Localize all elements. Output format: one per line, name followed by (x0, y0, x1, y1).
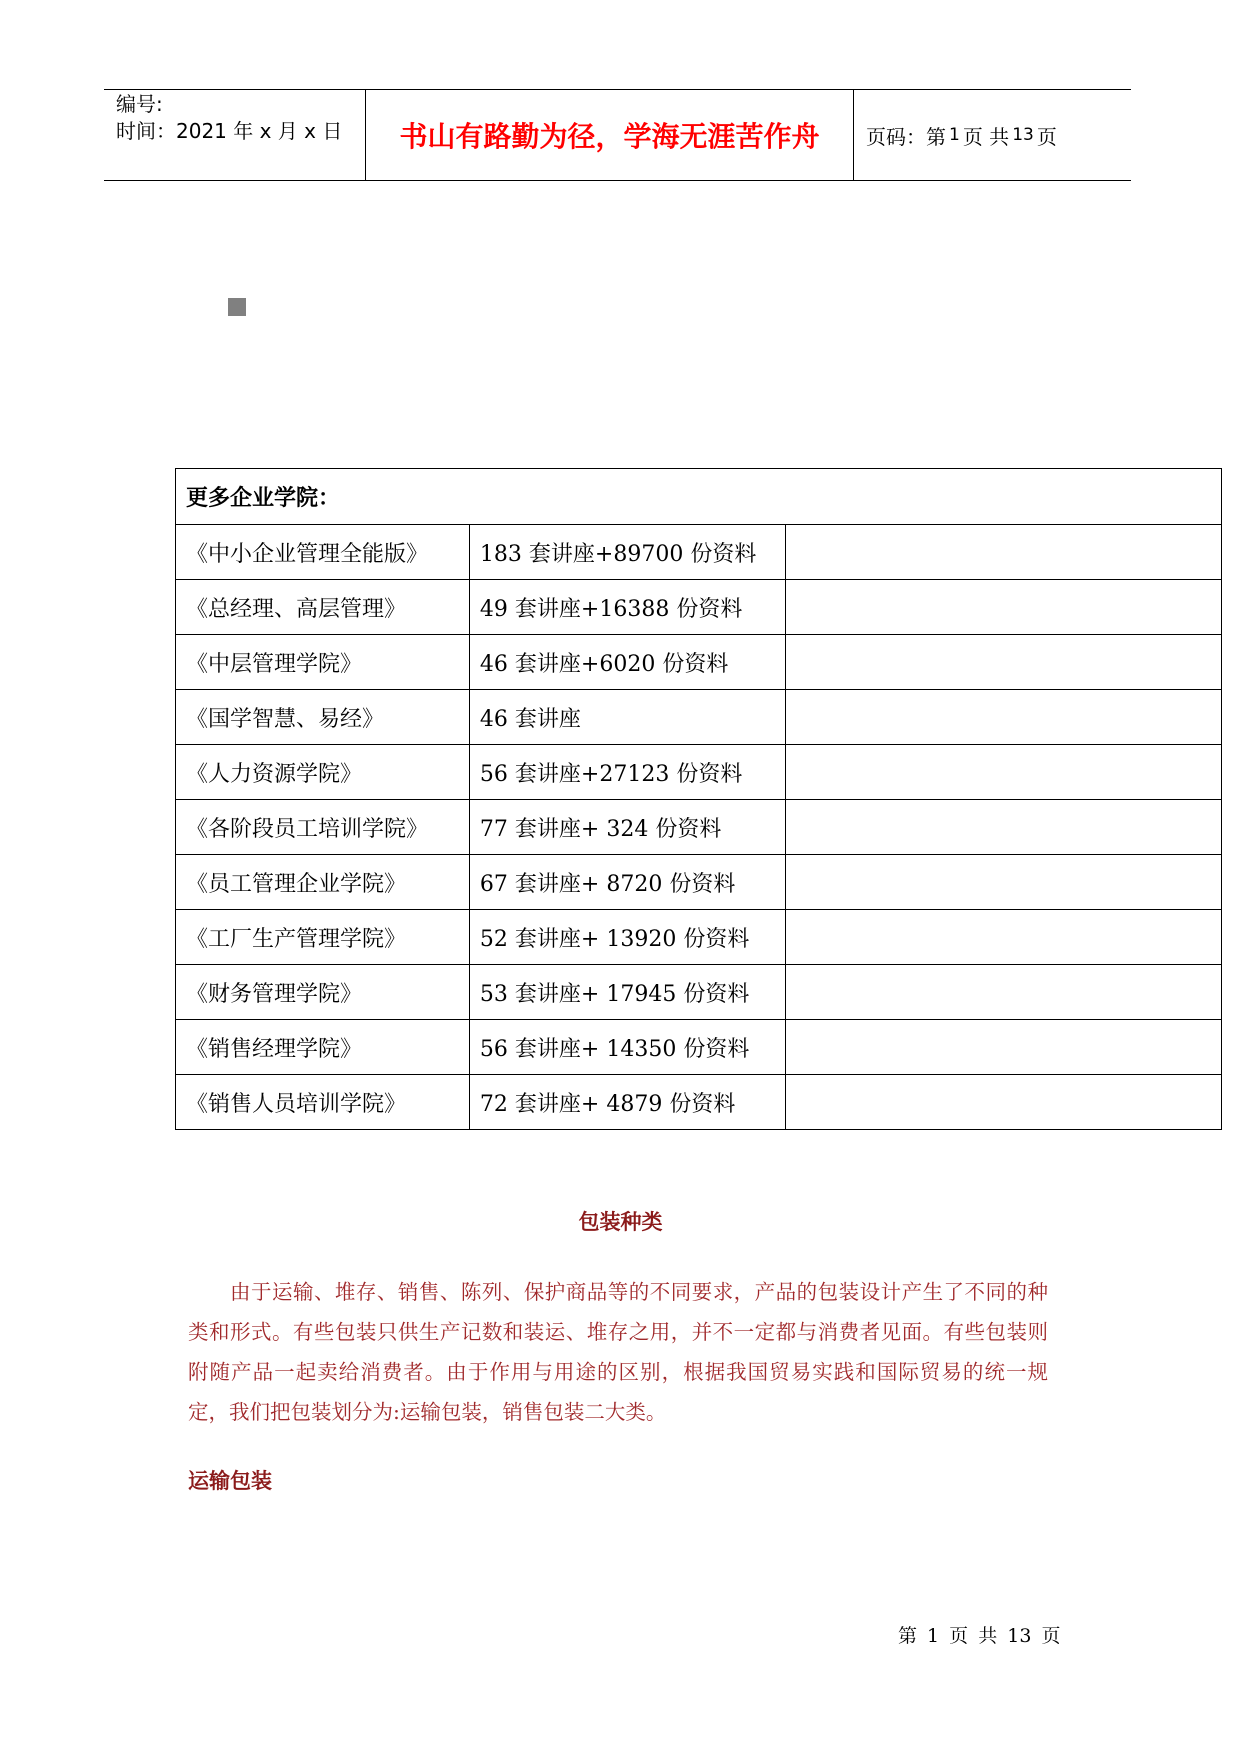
page-header (104, 89, 1131, 181)
academy-table (175, 468, 1222, 1130)
academy-name-cell: 《中层管理学院》 (176, 635, 470, 690)
academy-extra-cell (785, 1020, 1221, 1075)
academy-extra-cell (785, 910, 1221, 965)
academy-content-cell: 72 套讲座+ 4879 份资料 (469, 1075, 785, 1130)
academy-name-cell: 《各阶段员工培训学院》 (176, 800, 470, 855)
page-suffix: 页 (1036, 124, 1057, 149)
page-total: 13 (1012, 125, 1034, 145)
academy-extra-cell (785, 800, 1221, 855)
academy-extra-cell (785, 525, 1221, 580)
academy-content-cell: 49 套讲座+16388 份资料 (469, 580, 785, 635)
academy-extra-cell (785, 1075, 1221, 1130)
body-paragraph: 由于运输、堆存、销售、陈列、保护商品等的不同要求，产品的包装设计产生了不同的种类和形式。有些包装只供生产记数和装运、堆存之用，并不一定都与消费者见面。有些包装则附随产品一起卖给消费者。由于作用与用途的区别，根据我国贸易实践和国际贸易的统一规定，我们把包装划分为:运输包装，销售包装二大类。 (188, 1280, 1048, 1424)
page-current: 1 (949, 125, 960, 145)
academy-name-cell: 《员工管理企业学院》 (176, 855, 470, 910)
document-time: 时间：2021 年 x 月 x 日 (116, 119, 343, 143)
table-row (176, 1020, 1222, 1075)
academy-content-cell: 77 套讲座+ 324 份资料 (469, 800, 785, 855)
table-row (176, 525, 1222, 580)
academy-extra-cell (785, 745, 1221, 800)
table-row (176, 745, 1222, 800)
table-heading-row (176, 469, 1222, 525)
section-title: 包装种类 (578, 1210, 663, 1234)
academy-content-cell: 46 套讲座 (469, 690, 785, 745)
academy-content-cell: 56 套讲座+ 14350 份资料 (469, 1020, 785, 1075)
academy-name-cell: 《国学智慧、易经》 (176, 690, 470, 745)
academy-extra-cell (785, 965, 1221, 1020)
academy-name-cell: 《总经理、高层管理》 (176, 580, 470, 635)
academy-name-cell: 《人力资源学院》 (176, 745, 470, 800)
academy-content-cell: 56 套讲座+27123 份资料 (469, 745, 785, 800)
table-row (176, 690, 1222, 745)
table-heading: 更多企业学院： (176, 469, 1222, 525)
table-row (176, 800, 1222, 855)
academy-extra-cell (785, 580, 1221, 635)
document-number-label: 编号: (116, 92, 163, 116)
table-row (176, 910, 1222, 965)
page-footer: 第 1 页 共 13 页 (898, 1625, 1061, 1647)
table-row (176, 965, 1222, 1020)
table-row (176, 855, 1222, 910)
academy-extra-cell (785, 690, 1221, 745)
table-row (176, 1075, 1222, 1130)
table-row (176, 635, 1222, 690)
academy-content-cell: 46 套讲座+6020 份资料 (469, 635, 785, 690)
sub-title: 运输包装 (188, 1469, 272, 1493)
academy-extra-cell (785, 855, 1221, 910)
academy-extra-cell (785, 635, 1221, 690)
academy-name-cell: 《中小企业管理全能版》 (176, 525, 470, 580)
page-prefix: 页码：第 (866, 124, 946, 149)
academy-content-cell: 52 套讲座+ 13920 份资料 (469, 910, 785, 965)
academy-content-cell: 53 套讲座+ 17945 份资料 (469, 965, 785, 1020)
academy-name-cell: 《销售经理学院》 (176, 1020, 470, 1075)
header-page-indicator (854, 90, 1131, 180)
academy-name-cell: 《销售人员培训学院》 (176, 1075, 470, 1130)
academy-name-cell: 《财务管理学院》 (176, 965, 470, 1020)
header-meta (104, 90, 366, 180)
academy-content-cell: 67 套讲座+ 8720 份资料 (469, 855, 785, 910)
table-row (176, 580, 1222, 635)
academy-content-cell: 183 套讲座+89700 份资料 (469, 525, 785, 580)
academy-name-cell: 《工厂生产管理学院》 (176, 910, 470, 965)
header-motto: 书山有路勤为径，学海无涯苦作舟 (366, 90, 854, 180)
page-mid: 页 共 (962, 124, 1010, 149)
gray-square-marker (228, 298, 246, 316)
